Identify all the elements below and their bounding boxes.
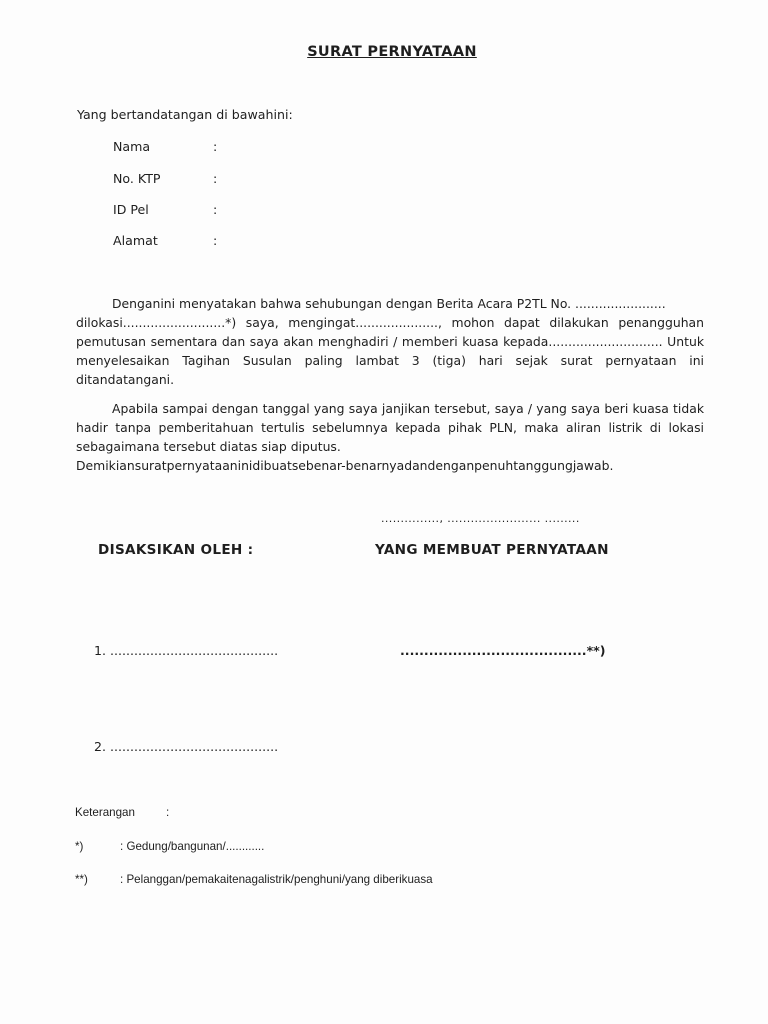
note-text-2: : Pelanggan/pemakaitenagalistrik/penghuni/yang diberikuasa xyxy=(120,873,433,886)
agreement-body: Apabila sampai dengan tanggal yang saya janjikan tersebut, saya / yang saya beri kuasa tidak hadir tanpa pemberitahuan tertulis sebelumnya kepada pihak PLN, maka aliran listrik di lokasi sebagaimana tersebut diatas siap diputus. xyxy=(76,401,704,454)
notes-heading: Keterangan xyxy=(75,806,135,819)
note-mark-1: *) xyxy=(75,840,84,853)
note-mark-2: **) xyxy=(75,873,88,886)
field-label-ktp: No. KTP xyxy=(113,171,161,186)
document-title: SURAT PERNYATAAN xyxy=(307,44,477,60)
note-text-1: : Gedung/bangunan/............ xyxy=(120,840,265,853)
field-colon-alamat: : xyxy=(213,233,218,248)
field-label-alamat: Alamat xyxy=(113,233,158,248)
witness-1-signature: 1. .......................................... xyxy=(94,643,279,658)
statement-body: dilokasi..........................*) saya, mengingat....................., mohon dapat dilakukan penangguhan pemutusan sementara dan saya akan menghadiri / memberi kuasa kepada............................. Untuk menyelesaikan Tagihan Susulan paling lambat 3 (tiga) hari sejak surat pernyataan ini ditandatangani. xyxy=(76,315,704,387)
intro-text: Yang bertandatangan di bawahini: xyxy=(77,107,293,122)
field-label-nama: Nama xyxy=(113,139,151,154)
declarant-signature: .......................................**) xyxy=(400,643,606,658)
statement-paragraph xyxy=(76,294,704,389)
closing-sentence: Demikiansuratpernyataaninidibuatsebenar-benarnyadandenganpenuhtanggungjawab. xyxy=(76,458,614,473)
witness-2-signature: 2. .......................................... xyxy=(94,739,279,754)
agreement-paragraph xyxy=(76,399,704,475)
field-colon-idpel: : xyxy=(213,202,218,217)
date-place-line: ..............., ........................ ......... xyxy=(381,512,580,525)
statement-line-1: Denganini menyatakan bahwa sehubungan dengan Berita Acara P2TL No. ....................... xyxy=(112,296,666,311)
field-colon-nama: : xyxy=(213,139,218,154)
declarant-heading: YANG MEMBUAT PERNYATAAN xyxy=(375,542,609,558)
notes-colon: : xyxy=(166,806,170,819)
field-label-idpel: ID Pel xyxy=(113,202,149,217)
field-colon-ktp: : xyxy=(213,171,218,186)
witness-heading: DISAKSIKAN OLEH : xyxy=(98,542,254,558)
